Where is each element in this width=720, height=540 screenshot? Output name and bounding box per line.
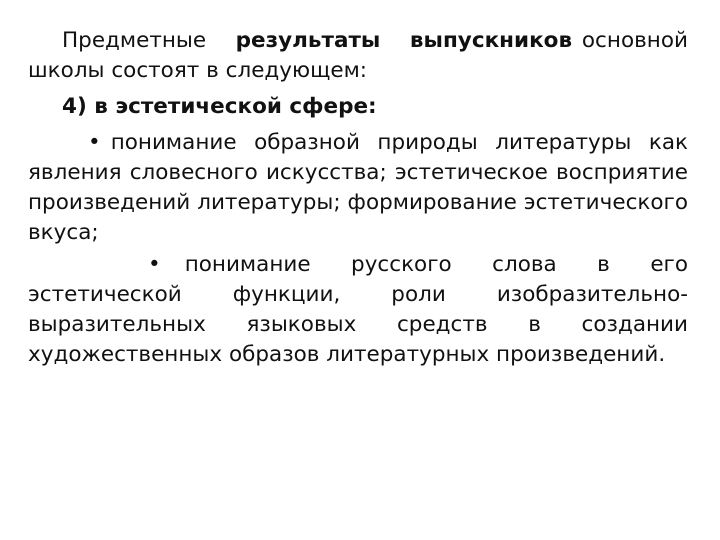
intro-bold-graduates: выпускников [409, 28, 573, 53]
list-item [28, 250, 688, 370]
list-item-text: понимание русского слова в его эстетической функции, роли изобразительно-выразительных языковых средств в создании художественных образов литературных произведений. [28, 252, 688, 367]
section-heading: 4) в эстетической сфере: [62, 94, 377, 119]
list-item [28, 128, 688, 248]
list-item-text: понимание образной природы литературы как явления словесного искусства; эстетическое восприятие произведений литературы; формирование эстетического вкуса; [28, 130, 688, 245]
intro-paragraph [28, 26, 688, 86]
intro-prefix: Предметные [62, 28, 207, 53]
bullet-icon: • [148, 252, 161, 277]
intro-rest: основной школы состоят в следующем: [28, 28, 688, 83]
intro-bold-results: результаты [235, 28, 381, 53]
bullet-icon: • [88, 130, 101, 155]
slide-content [28, 26, 688, 370]
